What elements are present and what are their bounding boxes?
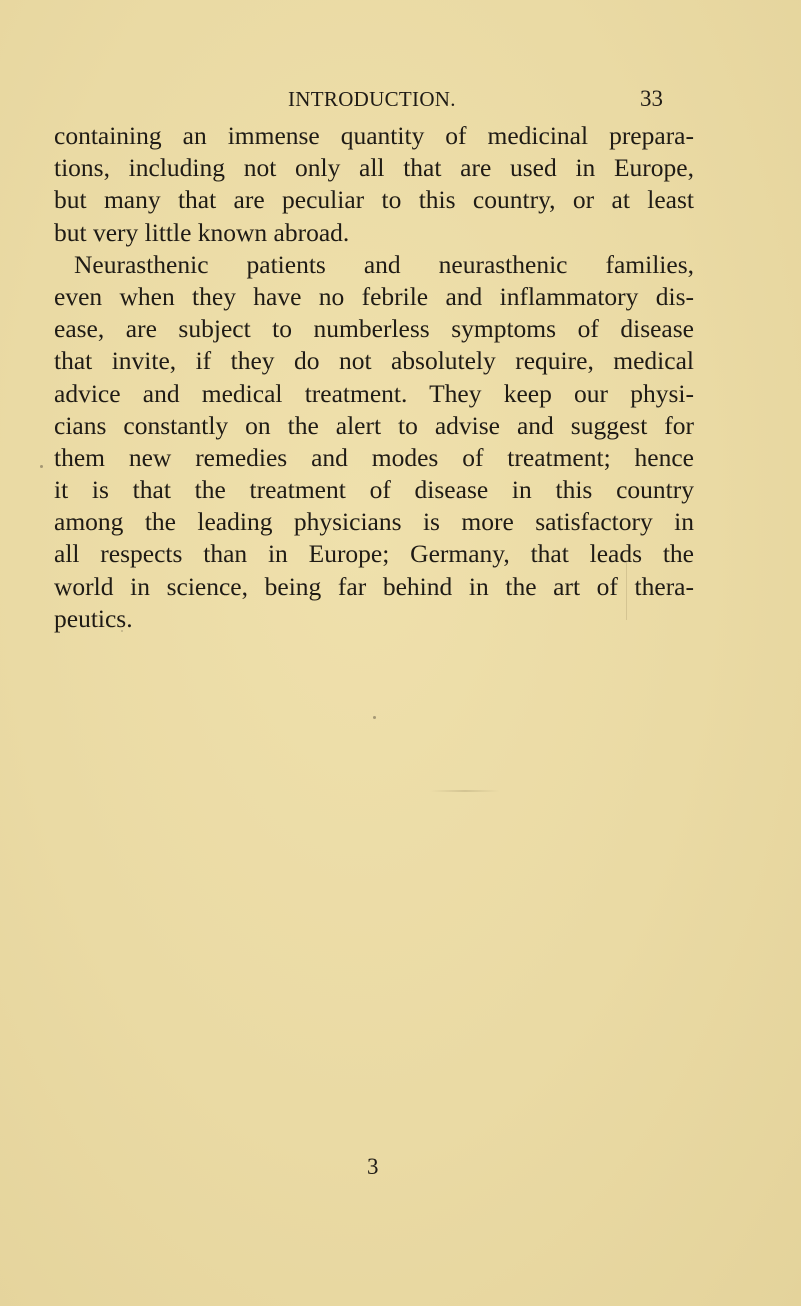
text-line: that invite, if they do not absolutely require, medical	[54, 346, 694, 376]
running-head	[0, 84, 801, 114]
paper-streak	[430, 790, 500, 792]
running-title: INTRODUCTION.	[288, 87, 456, 111]
paper-crease	[626, 560, 627, 620]
text-line: advice and medical treatment. They keep our physi-	[54, 378, 694, 408]
text-line: among the leading physicians is more satisfactory in	[54, 507, 694, 537]
text-line: containing an immense quantity of medicinal prepara-	[54, 121, 694, 150]
signature-mark: 3	[367, 1154, 379, 1179]
text-line: Neurasthenic patients and neurasthenic families,	[74, 249, 694, 279]
text-line: it is that the treatment of disease in this country	[54, 475, 694, 505]
text-line: but many that are peculiar to this country, or at least	[54, 185, 694, 215]
text-line: them new remedies and modes of treatment; hence	[54, 442, 694, 472]
text-line: tions, including not only all that are used in Europe,	[54, 153, 694, 183]
text-line: ease, are subject to numberless symptoms of disease	[54, 314, 694, 344]
text-line: but very little known abroad.	[54, 217, 350, 247]
paper-speck	[121, 630, 123, 632]
text-line: even when they have no febrile and inflammatory dis-	[54, 281, 694, 311]
text-line: all respects than in Europe; Germany, that leads the	[54, 539, 694, 569]
paper-speck	[40, 465, 43, 468]
text-line: peutics.	[54, 603, 133, 633]
paper-speck	[373, 716, 376, 719]
body-text	[54, 120, 694, 635]
text-line: world in science, being far behind in the art of thera-	[54, 571, 694, 601]
text-line: cians constantly on the alert to advise and suggest for	[54, 410, 694, 440]
page-number: 33	[640, 86, 663, 111]
